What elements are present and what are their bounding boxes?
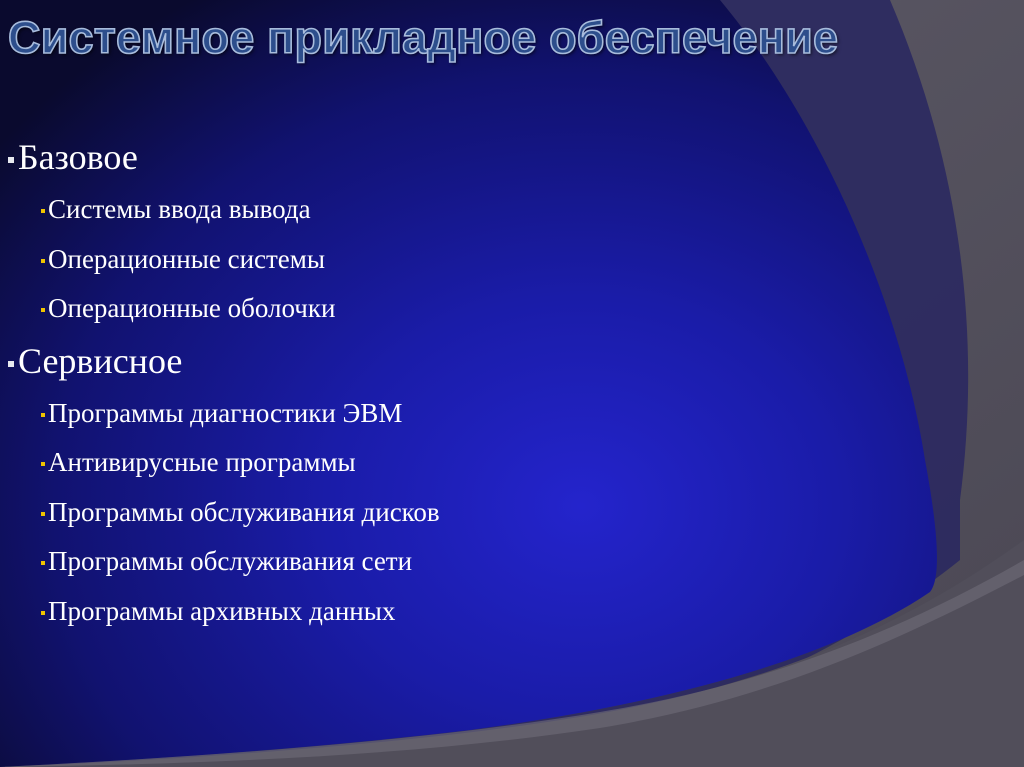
list-item	[6, 488, 906, 538]
square-bullet-icon	[41, 611, 45, 615]
list-item-text: Системы ввода вывода	[48, 194, 311, 224]
list-item	[6, 185, 906, 235]
list-item-text: Операционные системы	[48, 243, 326, 274]
list-item-text: Программы архивных данных	[48, 595, 396, 626]
list-item	[6, 438, 906, 488]
square-bullet-icon	[41, 308, 45, 312]
list-item-text: Программы диагностики ЭВМ	[48, 397, 403, 428]
slide-title: Системное прикладное обеспечение	[8, 12, 839, 63]
list-item-text: Программы обслуживания сети	[48, 546, 413, 576]
section-label: Сервисное	[18, 340, 183, 381]
list-item	[6, 235, 906, 285]
list-item	[6, 284, 906, 334]
square-bullet-icon	[8, 157, 14, 163]
square-bullet-icon	[41, 259, 45, 263]
square-bullet-icon	[41, 462, 45, 466]
list-item	[6, 587, 906, 637]
list-item-text: Программы обслуживания дисков	[48, 496, 440, 527]
section-service	[6, 334, 906, 389]
list-item-text: Антивирусные программы	[48, 447, 356, 477]
square-bullet-icon	[41, 512, 45, 516]
section-label: Базовое	[18, 137, 138, 177]
square-bullet-icon	[8, 361, 14, 367]
bullet-list	[6, 130, 906, 636]
list-item-text: Операционные оболочки	[48, 293, 336, 323]
square-bullet-icon	[41, 209, 45, 213]
square-bullet-icon	[41, 561, 45, 565]
square-bullet-icon	[41, 413, 45, 417]
list-item	[6, 389, 906, 439]
list-item	[6, 537, 906, 587]
section-basic	[6, 130, 906, 185]
